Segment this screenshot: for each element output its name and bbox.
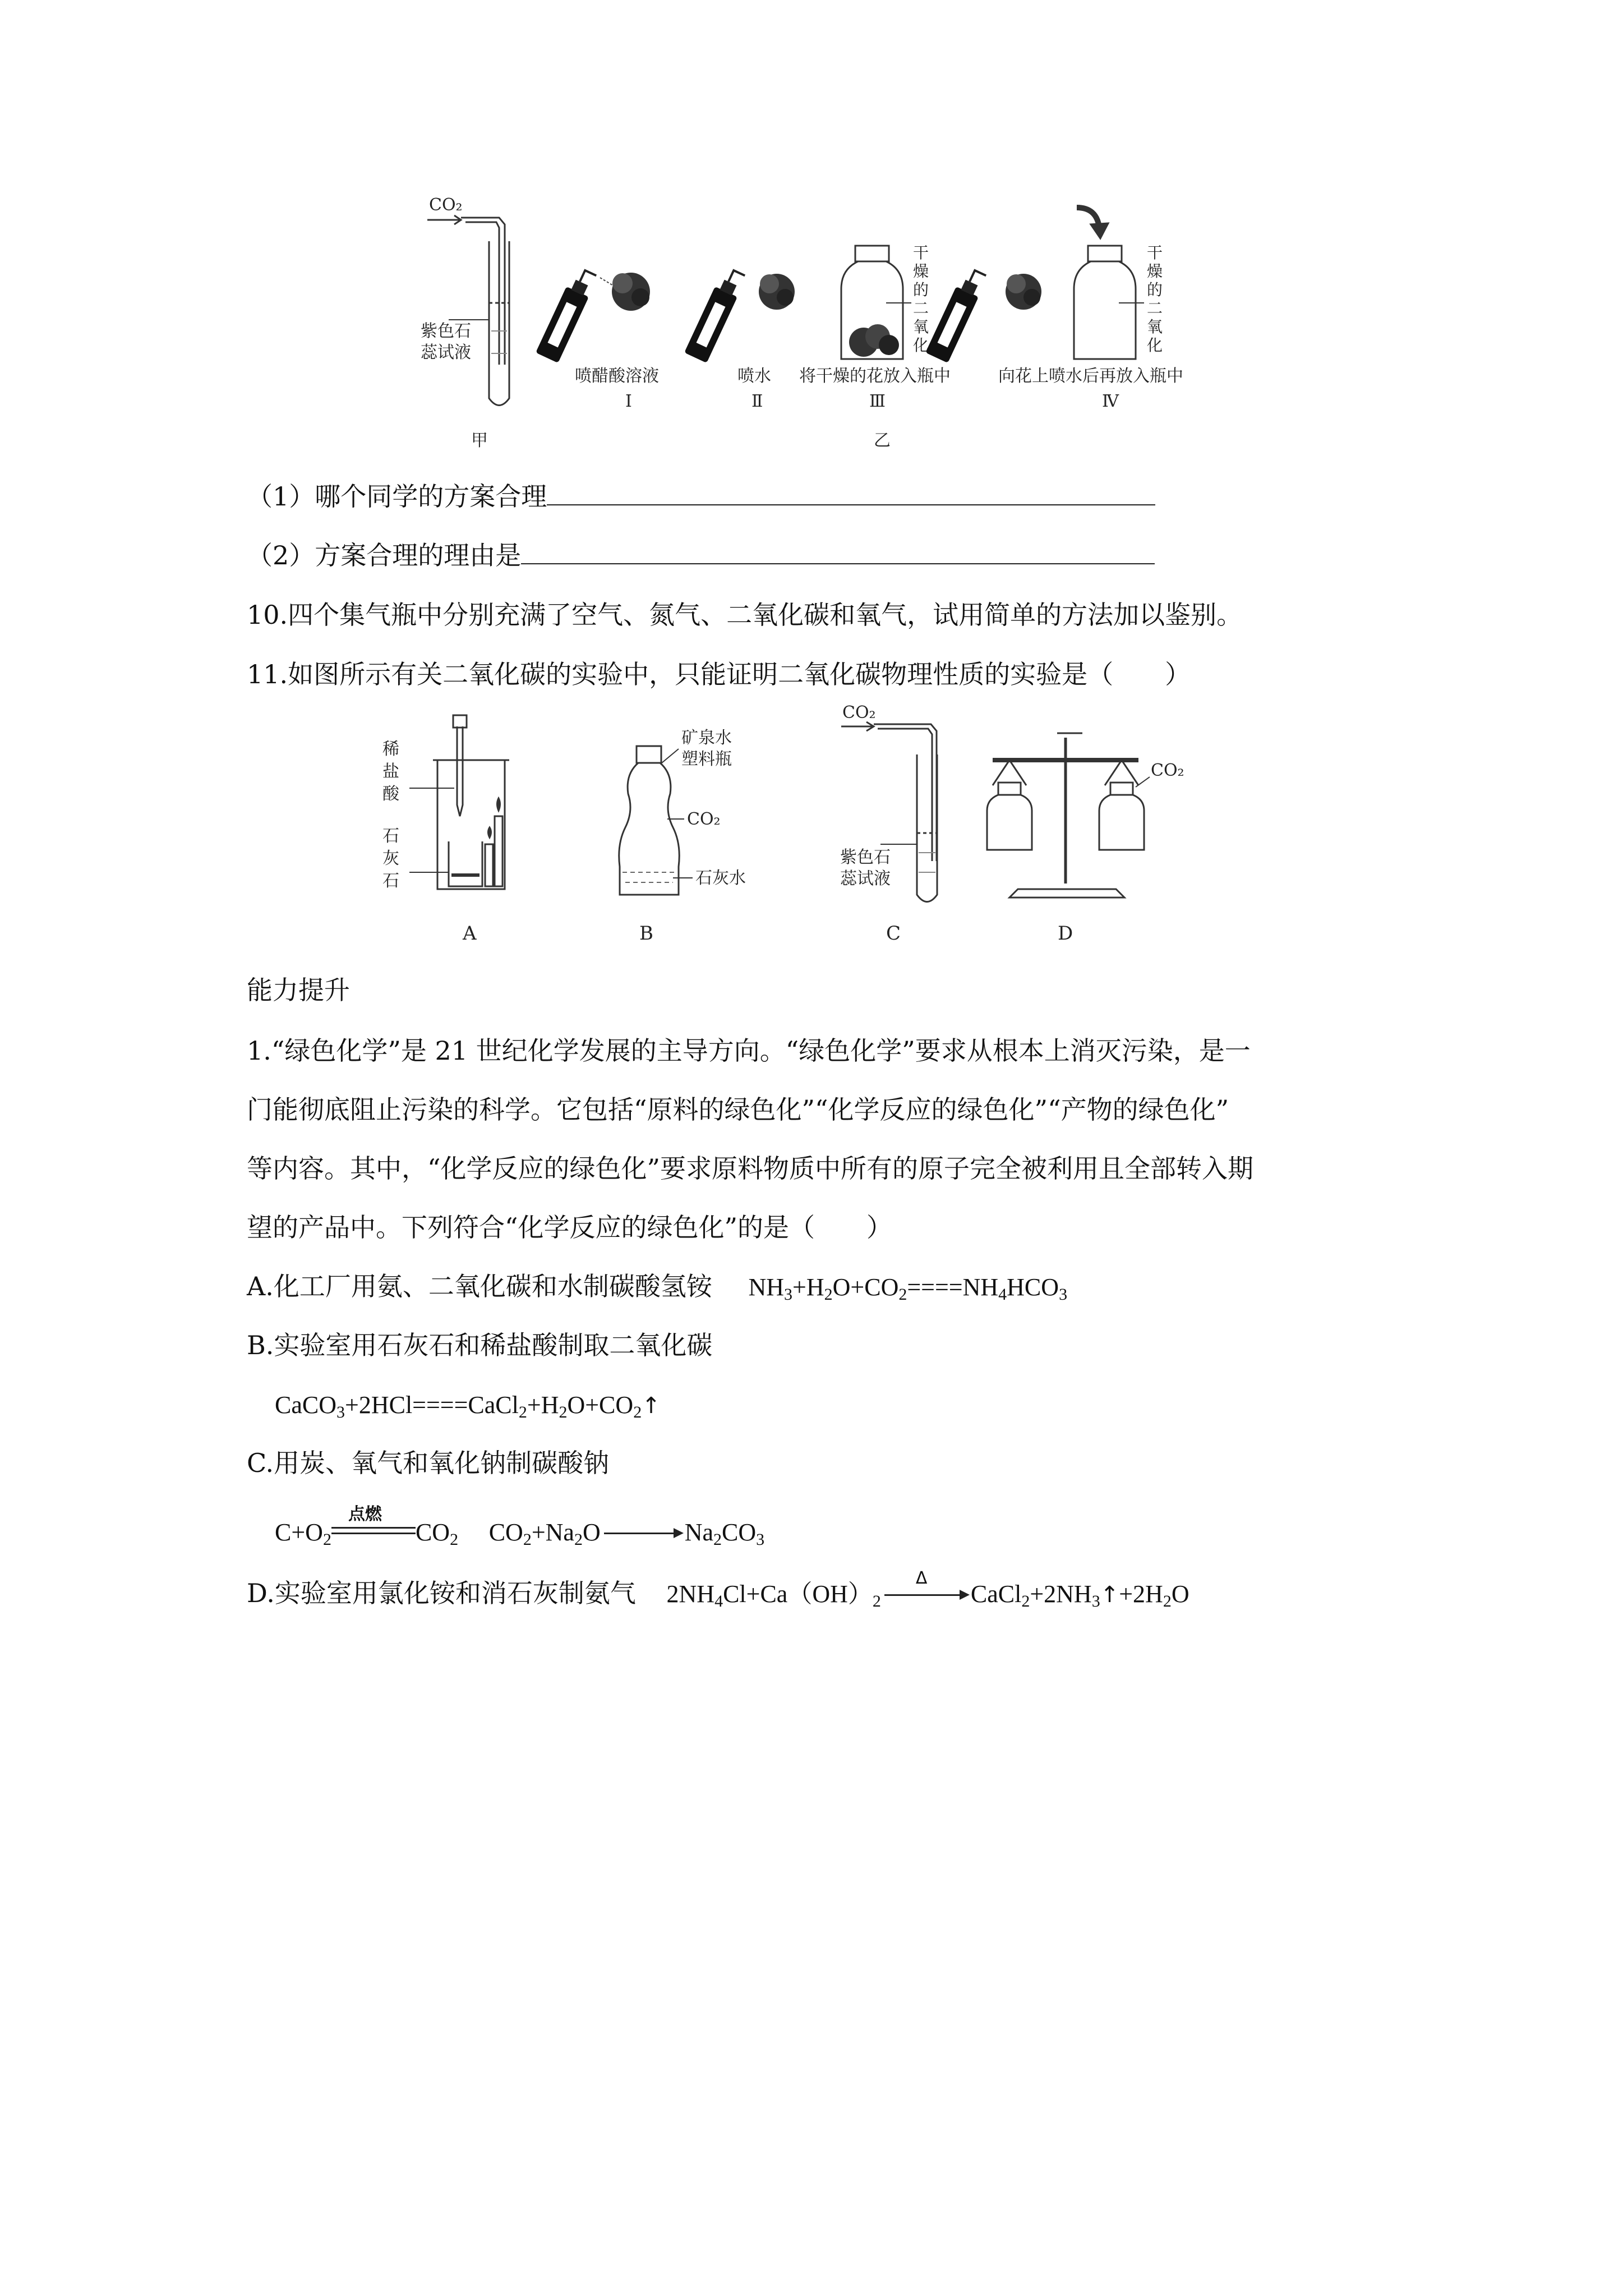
apparatus-c-litmus: 紫色石 (840, 848, 891, 867)
answer-blank[interactable] (521, 539, 1155, 564)
apparatus-a-beaker (409, 715, 509, 889)
gas-jar-step-4 (1074, 208, 1144, 359)
step-numeral: Ⅳ (1102, 392, 1119, 411)
apparatus-b-label: B (639, 922, 653, 945)
bottle-label-char: 二 (913, 299, 929, 318)
question-1-line: 门能彻底阻止污染的科学。它包括“原料的绿色化”“化学反应的绿色化”“产物的绿色化” (247, 1094, 1229, 1125)
apparatus-c-label: C (886, 922, 901, 945)
apparatus-b-text: 矿泉水 (681, 728, 732, 748)
answer-blank[interactable] (547, 480, 1155, 505)
step-numeral: Ⅲ (869, 392, 886, 411)
bottle-label-char: 干 (913, 243, 929, 262)
section-heading: 能力提升 (247, 975, 350, 1005)
sprayer-flower-step-2 (684, 266, 795, 363)
apparatus-c-litmus: 蕊试液 (840, 869, 891, 889)
figure-label-jia: 甲 (471, 431, 488, 450)
question-11: 11.如图所示有关二氧化碳的实验中，只能证明二氧化碳物理性质的实验是（ ） (247, 659, 1191, 689)
bottle-label-char: 氧 (913, 318, 929, 336)
bottle-label-char: 的 (913, 280, 929, 299)
apparatus-a-side-label: 石 (382, 871, 399, 891)
figure-label-yi: 乙 (874, 431, 891, 450)
option-a: A.化工厂用氨、二氧化碳和水制碳酸氢铵 $NH_3+H_2O+CO_2====NH_4HCO_3$ (247, 1271, 1068, 1304)
gas-jar-step-3 (841, 246, 911, 359)
experiment-figure-abcd (370, 704, 1290, 956)
experiment-figure-jia-yi (415, 185, 1234, 466)
question-1-line: 1.“绿色化学”是 21 世纪化学发展的主导方向。“绿色化学”要求从根本上消灭污染，是一 (247, 1036, 1251, 1066)
step-numeral: Ⅰ (625, 392, 632, 411)
condition-ignite: 点燃 (331, 1517, 416, 1550)
option-c: C.用炭、氧气和氧化钠制碳酸钠 (247, 1448, 610, 1478)
apparatus-b-text: CO₂ (687, 809, 721, 829)
apparatus-a-side-label: 盐 (382, 762, 399, 781)
condition-heat: Δ (881, 1579, 971, 1612)
bottle-label-char: 燥 (913, 262, 929, 280)
sprayer-flower-step-1 (536, 266, 650, 363)
step-caption: 向花上喷水后再放入瓶中 (998, 366, 1183, 386)
question-1-line: 望的产品中。下列符合“化学反应的绿色化”的是（ ） (247, 1212, 893, 1243)
step-caption: 将干燥的花放入瓶中 (799, 366, 951, 386)
question-1-line: 等内容。其中，“化学反应的绿色化”要求原料物质中所有的原子完全被利用且全部转入期 (247, 1153, 1254, 1184)
apparatus-d-co2-label: CO₂ (1151, 761, 1184, 780)
litmus-label-line: 蕊试液 (421, 343, 471, 362)
equation-c: $C+O_2$ 点燃 $CO_2$ $CO_2+Na_2O$ $Na_2CO_3$ (275, 1515, 764, 1550)
co2-inlet-label: CO₂ (429, 195, 463, 215)
bottle-label-char: 二 (1147, 299, 1163, 318)
step-caption: 喷醋酸溶液 (575, 366, 659, 386)
step-numeral: Ⅱ (751, 392, 763, 411)
sprayer-flower-step-4 (925, 266, 1041, 363)
bottle-label-char: 氧 (1147, 318, 1163, 336)
option-d: D.实验室用氯化铵和消石灰制氨气 $2NH_4Cl+Ca(OH)_2$ Δ $CaCl_2+2NH_3↑+2H_2O$ (247, 1576, 1189, 1612)
apparatus-b-text: 塑料瓶 (681, 749, 732, 769)
bottle-label-char: 化 (913, 336, 929, 355)
apparatus-a-side-label: 稀 (382, 739, 399, 759)
equation-b: $CaCO_3+2HCl====CaCl_2+H_2O+CO_2↑$ (275, 1391, 661, 1421)
test-tube-apparatus (427, 195, 509, 406)
equation-a: $NH_3+H_2O+CO_2====NH_4HCO_3$ (748, 1273, 1068, 1304)
bottle-label-char: 燥 (1147, 262, 1163, 280)
option-b: B.实验室用石灰石和稀盐酸制取二氧化碳 (247, 1330, 713, 1360)
apparatus-d-balance (987, 733, 1150, 898)
apparatus-a-side-label: 石 (382, 826, 399, 846)
litmus-label-line: 紫色石 (421, 321, 471, 341)
bottle-label-char: 干 (1147, 243, 1163, 262)
bottle-label-char: 的 (1147, 280, 1163, 299)
apparatus-b-text: 石灰水 (695, 868, 746, 888)
question-10: 10.四个集气瓶中分别充满了空气、氮气、二氧化碳和氧气，试用简单的方法加以鉴别。 (247, 600, 1243, 630)
step-caption: 喷水 (737, 366, 771, 386)
question-9-part-2: （2）方案合理的理由是 (247, 539, 1155, 572)
question-9-part-1: （1）哪个同学的方案合理 (247, 480, 1155, 513)
apparatus-c-co2-label: CO₂ (842, 704, 876, 723)
bottle-label-char: 化 (1147, 336, 1163, 355)
apparatus-a-side-label: 灰 (382, 849, 399, 868)
apparatus-a-label: A (463, 922, 477, 945)
apparatus-d-label: D (1058, 922, 1073, 945)
apparatus-a-side-label: 酸 (382, 784, 399, 804)
